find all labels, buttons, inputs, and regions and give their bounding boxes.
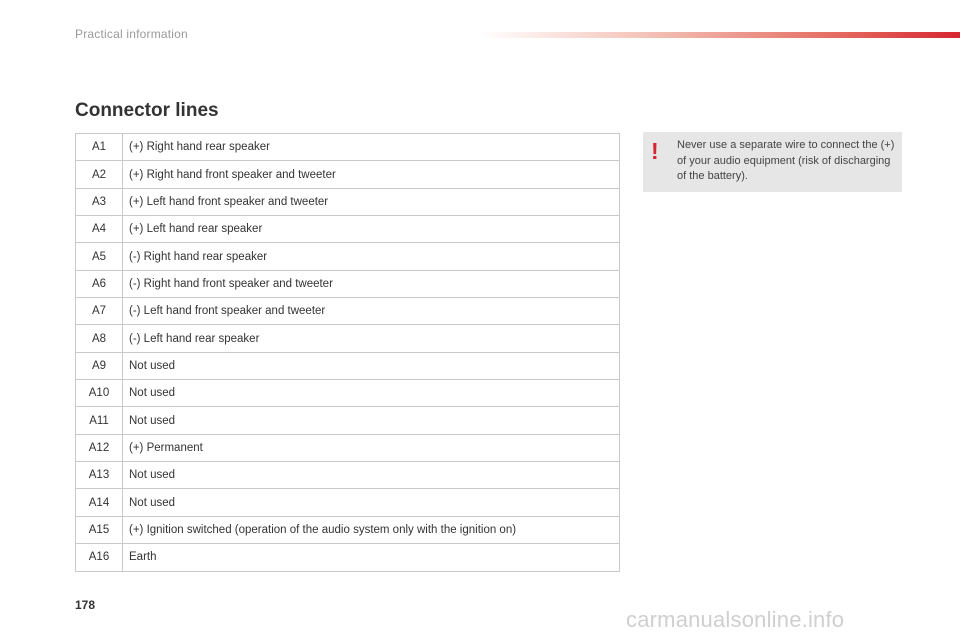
connector-code: A5 — [76, 243, 123, 270]
connector-description: (+) Right hand front speaker and tweeter — [123, 161, 620, 188]
connector-table-body — [76, 134, 620, 572]
table-row — [76, 243, 620, 270]
connector-code: A12 — [76, 434, 123, 461]
connector-code: A8 — [76, 325, 123, 352]
exclamation-icon: ! — [651, 138, 659, 164]
table-row — [76, 270, 620, 297]
table-row — [76, 516, 620, 543]
connector-code: A16 — [76, 544, 123, 571]
table-row — [76, 134, 620, 161]
page-number: 178 — [75, 598, 96, 612]
connector-description: (+) Permanent — [123, 434, 620, 461]
connector-code: A11 — [76, 407, 123, 434]
header-accent-bar — [480, 32, 960, 38]
table-row — [76, 325, 620, 352]
connector-description: Not used — [123, 407, 620, 434]
table-row — [76, 407, 620, 434]
connector-description: (-) Right hand rear speaker — [123, 243, 620, 270]
connector-code: A2 — [76, 161, 123, 188]
watermark-link[interactable]: carmanualsonline.info — [626, 607, 845, 632]
warning-text: Never use a separate wire to connect the (+) of your audio equipment (risk of discharging of the battery). — [677, 139, 895, 182]
table-row — [76, 188, 620, 215]
connector-description: (+) Left hand rear speaker — [123, 216, 620, 243]
table-row — [76, 489, 620, 516]
section-header-title: Practical information — [75, 27, 188, 41]
connector-description: Not used — [123, 352, 620, 379]
connector-code: A14 — [76, 489, 123, 516]
connector-description: (-) Left hand rear speaker — [123, 325, 620, 352]
connector-description: Not used — [123, 489, 620, 516]
connector-code: A9 — [76, 352, 123, 379]
connector-table — [75, 133, 620, 572]
table-row — [76, 298, 620, 325]
table-row — [76, 462, 620, 489]
connector-description: (-) Left hand front speaker and tweeter — [123, 298, 620, 325]
connector-code: A7 — [76, 298, 123, 325]
connector-description: Not used — [123, 462, 620, 489]
connector-description: (-) Right hand front speaker and tweeter — [123, 270, 620, 297]
connector-description: (+) Right hand rear speaker — [123, 134, 620, 161]
connector-description: (+) Ignition switched (operation of the audio system only with the ignition on) — [123, 516, 620, 543]
page-title: Connector lines — [75, 100, 219, 121]
table-row — [76, 544, 620, 571]
table-row — [76, 380, 620, 407]
connector-code: A15 — [76, 516, 123, 543]
connector-code: A3 — [76, 188, 123, 215]
table-row — [76, 161, 620, 188]
connector-description: Earth — [123, 544, 620, 571]
connector-code: A4 — [76, 216, 123, 243]
table-row — [76, 216, 620, 243]
warning-box — [643, 132, 902, 192]
connector-code: A6 — [76, 270, 123, 297]
table-row — [76, 352, 620, 379]
connector-description: (+) Left hand front speaker and tweeter — [123, 188, 620, 215]
connector-code: A10 — [76, 380, 123, 407]
connector-code: A13 — [76, 462, 123, 489]
connector-description: Not used — [123, 380, 620, 407]
table-row — [76, 434, 620, 461]
connector-code: A1 — [76, 134, 123, 161]
